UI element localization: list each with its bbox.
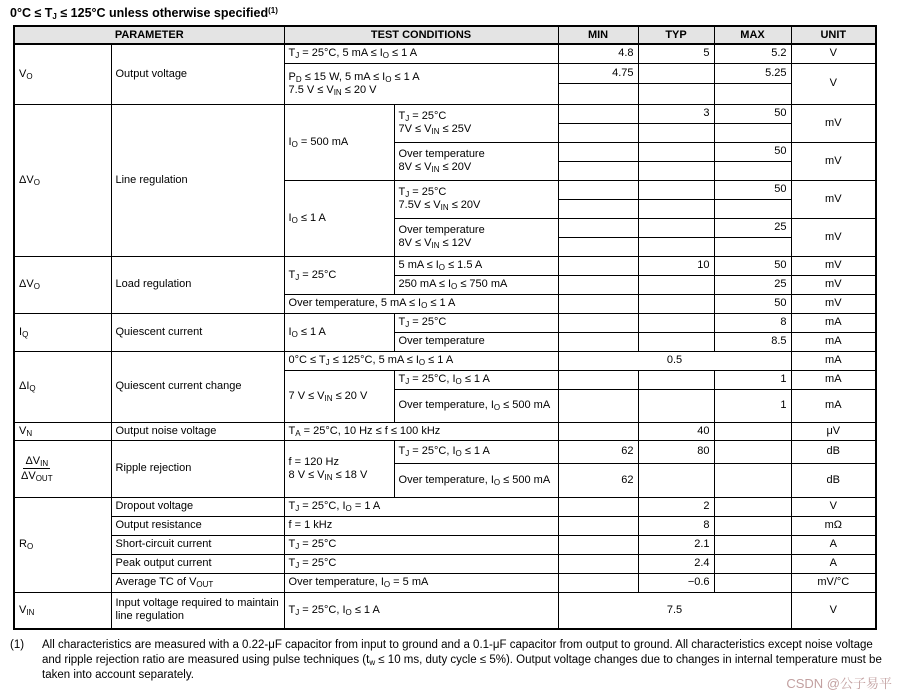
typ-value: 40 xyxy=(638,422,714,440)
unit-cell: mV xyxy=(791,275,876,294)
empty-value xyxy=(638,142,714,161)
max-value: 50 xyxy=(714,294,791,313)
col-header-max: MAX xyxy=(714,26,791,44)
empty-value xyxy=(714,573,791,592)
unit-cell: mA xyxy=(791,313,876,332)
empty-value xyxy=(638,218,714,237)
typ-value: 0.5 xyxy=(558,351,791,370)
footnote-text: All characteristics are measured with a 0.22-μF capacitor from input to ground and a 0.1-μF capacitor from output to ground. All characteristics except noise voltage and ripple rejection ratio are measured using pulse techniques ($t_w \le 10$ ms, duty cycle ≤ 5%). Output voltage changes due to changes in internal temperature must be taken into account separately. xyxy=(42,639,882,681)
max-value: 50 xyxy=(714,142,791,161)
param-symbol: $\Delta V_O$ xyxy=(14,256,111,313)
typ-value: 80 xyxy=(638,440,714,463)
test-condition: $T_A = 25^\circ C$, 10 Hz ≤ f ≤ 100 kHz xyxy=(284,422,558,440)
unit-cell: dB xyxy=(791,440,876,463)
test-condition: Over temperature, $I_O \le 500$ mA xyxy=(394,463,558,497)
param-name: Ripple rejection xyxy=(111,440,284,497)
empty-value xyxy=(638,83,714,104)
table-row xyxy=(14,422,876,440)
delta-vin-over-delta-vout-fraction: $\frac{\Delta V_{IN}}{\Delta V_{OUT}}$ xyxy=(21,455,53,483)
empty-value xyxy=(638,199,714,218)
param-symbol: $R_O$ xyxy=(14,497,111,592)
test-condition: $0^\circ C \le T_J \le 125^\circ C$, 5 mA ≤ $I_O \le 1$ A xyxy=(284,351,558,370)
empty-value xyxy=(558,573,638,592)
empty-value xyxy=(638,370,714,389)
empty-value xyxy=(558,199,638,218)
unit-cell: mΩ xyxy=(791,516,876,535)
max-value: 50 xyxy=(714,180,791,199)
empty-value xyxy=(714,199,791,218)
empty-value xyxy=(638,275,714,294)
empty-value xyxy=(558,142,638,161)
max-value: 1 xyxy=(714,389,791,422)
empty-value xyxy=(558,497,638,516)
typ-value: 3 xyxy=(638,104,714,123)
empty-value xyxy=(714,83,791,104)
table-row xyxy=(14,573,876,592)
empty-value xyxy=(638,294,714,313)
unit-cell: mA xyxy=(791,370,876,389)
unit-cell: V xyxy=(791,44,876,63)
min-value: 62 xyxy=(558,463,638,497)
empty-value xyxy=(558,516,638,535)
table-row xyxy=(14,313,876,332)
typ-value: 8 xyxy=(638,516,714,535)
empty-value xyxy=(558,180,638,199)
unit-cell: μV xyxy=(791,422,876,440)
col-header-parameter: PARAMETER xyxy=(14,26,284,44)
empty-value xyxy=(638,463,714,497)
empty-value xyxy=(558,218,638,237)
param-symbol: $V_{IN}$ xyxy=(14,592,111,629)
empty-value xyxy=(558,123,638,142)
unit-cell: A xyxy=(791,535,876,554)
table-row xyxy=(14,497,876,516)
empty-value xyxy=(558,83,638,104)
unit-cell: dB xyxy=(791,463,876,497)
table-row xyxy=(14,351,876,370)
table-row xyxy=(14,554,876,573)
empty-value xyxy=(558,389,638,422)
conditions-title: $0^\circ C \le T_J \le 125^\circ C$ unless otherwise specified$^{(1)}$ xyxy=(10,6,278,21)
empty-value xyxy=(558,294,638,313)
param-symbol: $\Delta V_O$ xyxy=(14,104,111,256)
test-condition: $T_J = 25^\circ C$, $I_O \le 1$ A xyxy=(394,370,558,389)
test-condition: Over temperature, $I_O = 5$ mA xyxy=(284,573,558,592)
unit-cell: mA xyxy=(791,389,876,422)
param-name: Output noise voltage xyxy=(111,422,284,440)
table-row xyxy=(14,535,876,554)
unit-cell: mA xyxy=(791,332,876,351)
test-condition: 5 mA ≤ $I_O \le 1.5$ A xyxy=(394,256,558,275)
empty-value xyxy=(558,332,638,351)
unit-cell: mV xyxy=(791,180,876,218)
table-row xyxy=(14,104,876,123)
test-condition: Over temperature xyxy=(394,332,558,351)
unit-cell: mV xyxy=(791,294,876,313)
table-row xyxy=(14,440,876,463)
empty-value xyxy=(714,535,791,554)
param-name: Average TC of $V_{OUT}$ xyxy=(111,573,284,592)
unit-cell: V xyxy=(791,592,876,629)
empty-value xyxy=(558,256,638,275)
empty-value xyxy=(714,497,791,516)
ripple-rejection-symbol xyxy=(14,440,111,497)
param-name: Short-circuit current xyxy=(111,535,284,554)
param-name: Output voltage xyxy=(111,44,284,104)
empty-value xyxy=(714,161,791,180)
test-condition: 250 mA ≤ $I_O \le 750$ mA xyxy=(394,275,558,294)
test-condition: $T_J = 25^\circ C$ xyxy=(284,554,558,573)
table-row xyxy=(14,592,876,629)
empty-value xyxy=(638,180,714,199)
empty-value xyxy=(558,161,638,180)
min-value: 4.75 xyxy=(558,63,638,83)
min-value: 7.5 xyxy=(558,592,791,629)
empty-value xyxy=(714,123,791,142)
max-value: 1 xyxy=(714,370,791,389)
test-condition: Over temperature, $I_O \le 500$ mA xyxy=(394,389,558,422)
empty-value xyxy=(638,161,714,180)
param-name: Input voltage required to maintain line regulation xyxy=(111,592,284,629)
unit-cell: V xyxy=(791,63,876,104)
test-condition: $T_J = 25^\circ C$ $7V \le V_{IN} \le 25V$ xyxy=(394,104,558,142)
electrical-characteristics-table xyxy=(13,25,877,630)
unit-cell: mV xyxy=(791,256,876,275)
param-symbol: $V_O$ xyxy=(14,44,111,104)
test-condition: f = 1 kHz xyxy=(284,516,558,535)
unit-cell: mV xyxy=(791,218,876,256)
empty-value xyxy=(558,313,638,332)
test-condition-group: 7 $V \le V_{IN} \le 20$ V xyxy=(284,370,394,422)
test-condition: $T_J = 25^\circ C$ $7.5V \le V_{IN} \le 20V$ xyxy=(394,180,558,218)
param-name: Quiescent current change xyxy=(111,351,284,422)
test-condition-group: $T_J = 25^\circ C$ xyxy=(284,256,394,294)
param-name: Quiescent current xyxy=(111,313,284,351)
unit-cell: mV xyxy=(791,104,876,142)
typ-value: 2 xyxy=(638,497,714,516)
test-condition-group: $I_O \le 1$ A xyxy=(284,313,394,351)
max-value: 5.25 xyxy=(714,63,791,83)
watermark: CSDN @公子易平 xyxy=(786,676,892,691)
test-condition-group: $I_O = 500$ mA xyxy=(284,104,394,180)
empty-value xyxy=(638,332,714,351)
test-condition: $T_J = 25^\circ C$, $I_O \le 1$ A xyxy=(284,592,558,629)
max-value: 8 xyxy=(714,313,791,332)
param-symbol: $V_N$ xyxy=(14,422,111,440)
footnote-marker: (1) xyxy=(10,639,25,651)
test-condition: Over temperature $8V \le V_{IN} \le 12V$ xyxy=(394,218,558,256)
empty-value xyxy=(638,313,714,332)
table-header-row xyxy=(14,26,876,44)
empty-value xyxy=(714,422,791,440)
test-condition: $T_J = 25^\circ C$, $I_O = 1$ A xyxy=(284,497,558,516)
param-name: Output resistance xyxy=(111,516,284,535)
unit-cell: mA xyxy=(791,351,876,370)
typ-value: 10 xyxy=(638,256,714,275)
empty-value xyxy=(714,516,791,535)
empty-value xyxy=(638,237,714,256)
typ-value: 5 xyxy=(638,44,714,63)
footnote xyxy=(10,638,890,683)
param-name: Load regulation xyxy=(111,256,284,313)
test-condition: $T_J = 25^\circ C$, $I_O \le 1$ A xyxy=(394,440,558,463)
col-header-typ: TYP xyxy=(638,26,714,44)
max-value: 25 xyxy=(714,218,791,237)
empty-value xyxy=(638,63,714,83)
empty-value xyxy=(558,535,638,554)
empty-value xyxy=(558,104,638,123)
col-header-unit: UNIT xyxy=(791,26,876,44)
test-condition: $T_J = 25^\circ C$ xyxy=(394,313,558,332)
max-value: 50 xyxy=(714,104,791,123)
min-value: 62 xyxy=(558,440,638,463)
unit-cell: V xyxy=(791,497,876,516)
empty-value xyxy=(558,275,638,294)
col-header-min: MIN xyxy=(558,26,638,44)
max-value: 8.5 xyxy=(714,332,791,351)
empty-value xyxy=(714,237,791,256)
max-value: 5.2 xyxy=(714,44,791,63)
test-condition: $P_D \le 15$ W, 5 mA ≤ $I_O \le 1$ A 7.5 $V \le V_{IN} \le 20$ V xyxy=(284,63,558,104)
empty-value xyxy=(558,422,638,440)
param-symbol: $I_Q$ xyxy=(14,313,111,351)
test-condition-group: f = 120 Hz 8 $V \le V_{IN} \le 18$ V xyxy=(284,440,394,497)
datasheet-page xyxy=(0,6,898,691)
typ-value: 2.4 xyxy=(638,554,714,573)
col-header-test-conditions: TEST CONDITIONS xyxy=(284,26,558,44)
table-row xyxy=(14,256,876,275)
empty-value xyxy=(714,440,791,463)
param-name: Line regulation xyxy=(111,104,284,256)
param-name: Peak output current xyxy=(111,554,284,573)
test-condition: $T_J = 25^\circ C$, 5 mA ≤ $I_O \le 1$ A xyxy=(284,44,558,63)
test-condition: $T_J = 25^\circ C$ xyxy=(284,535,558,554)
empty-value xyxy=(638,389,714,422)
test-condition: Over temperature $8V \le V_{IN} \le 20V$ xyxy=(394,142,558,180)
empty-value xyxy=(558,370,638,389)
unit-cell: mV xyxy=(791,142,876,180)
empty-value xyxy=(558,237,638,256)
unit-cell: A xyxy=(791,554,876,573)
unit-cell: mV/°C xyxy=(791,573,876,592)
max-value: 50 xyxy=(714,256,791,275)
typ-value: 2.1 xyxy=(638,535,714,554)
min-value: 4.8 xyxy=(558,44,638,63)
empty-value xyxy=(714,463,791,497)
table-row xyxy=(14,44,876,63)
typ-value: −0.6 xyxy=(638,573,714,592)
empty-value xyxy=(558,554,638,573)
test-condition: Over temperature, 5 mA ≤ $I_O \le 1$ A xyxy=(284,294,558,313)
empty-value xyxy=(638,123,714,142)
empty-value xyxy=(714,554,791,573)
param-symbol: $\Delta I_Q$ xyxy=(14,351,111,422)
param-name: Dropout voltage xyxy=(111,497,284,516)
test-condition-group: $I_O \le 1$ A xyxy=(284,180,394,256)
table-row xyxy=(14,516,876,535)
max-value: 25 xyxy=(714,275,791,294)
